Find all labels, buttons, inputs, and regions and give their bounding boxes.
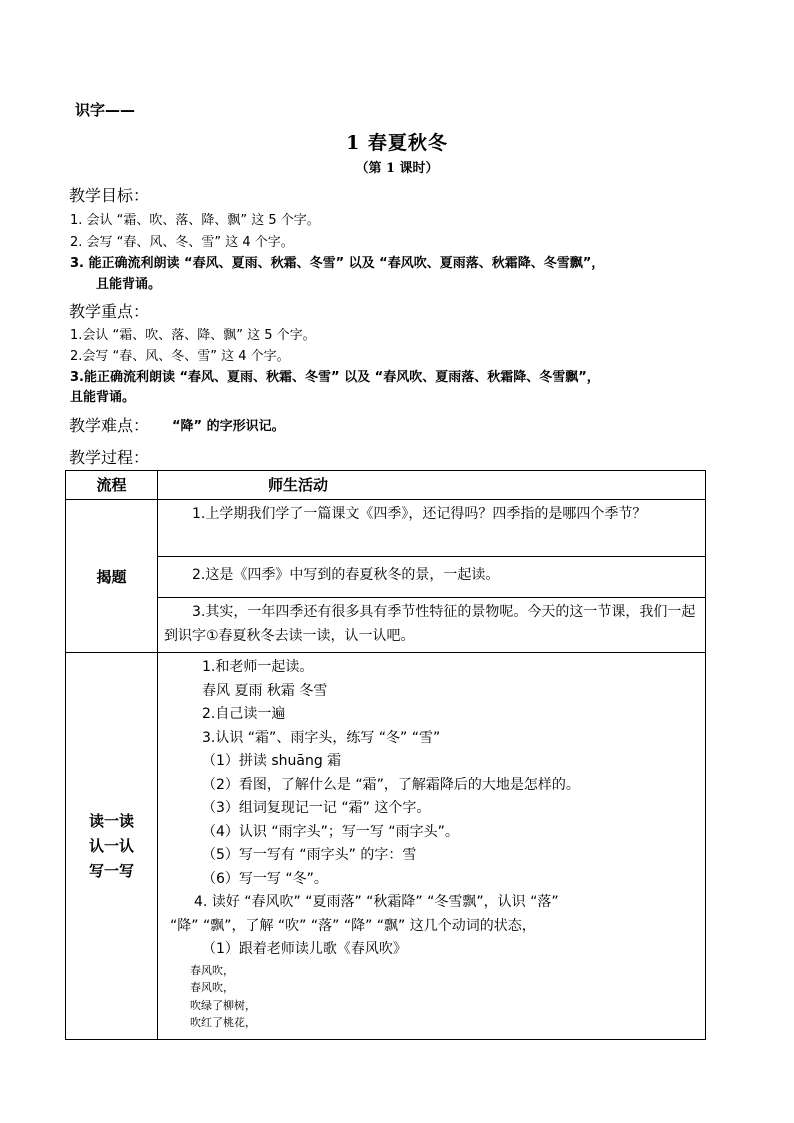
key-points-heading: 教学重点： [69, 302, 150, 321]
activity-line: 春风 夏雨 秋霜 冬雪 [202, 682, 328, 699]
activity-cell: 2.这是《四季》中写到的春夏秋冬的景，一起读。 [158, 557, 706, 598]
flow-label-line: 读一读 [88, 811, 134, 830]
activity-cell: 1.上学期我们学了一篇课文《四季》，还记得吗？四季指的是哪四个季节？ [158, 500, 706, 557]
difficulty-heading: 教学难点： [69, 416, 150, 435]
objective-item: 1. 会认 “霜、吹、落、降、飘” 这 5 个字。 [70, 213, 320, 228]
poem-line: 吹红了桃花， [190, 1016, 256, 1029]
objective-item: 且能背诵。 [96, 277, 162, 292]
poem-line: 春风吹， [190, 981, 234, 994]
activity-cell-reading [158, 653, 706, 1040]
activity-line: 2.自己读一遍 [202, 706, 286, 722]
objectives-heading: 教学目标： [69, 186, 150, 205]
activity-line: （5）写一写有 “雨字头” 的字：雪 [202, 847, 417, 863]
activity-line: 1.和老师一起读。 [202, 659, 314, 675]
objective-item: 2. 会写 “春、风、冬、雪” 这 4 个字。 [70, 235, 294, 250]
table-header-row [66, 471, 706, 500]
lesson-subtitle: （第 1 课时） [355, 161, 439, 176]
objective-item: 3. 能正确流利朗读 “春风、夏雨、秋霜、冬雪” 以及 “春风吹、夏雨落、秋霜降、冬雪飘”， [70, 256, 605, 271]
top-label: 识字—— [75, 101, 136, 119]
flow-label-line: 认一认 [88, 836, 134, 855]
activity-line: （3）组词复现记一记 “霜” 这个字。 [202, 800, 431, 816]
column-header-flow: 流程 [66, 471, 158, 500]
process-table [65, 470, 706, 1040]
activity-line: （4）认识 “雨字头”；写一写 “雨字头”。 [202, 823, 459, 840]
activity-line: “降” “飘”，了解 “吹” “落” “降” “飘” 这几个动词的状态， [170, 917, 536, 934]
flow-label-line: 写一写 [88, 861, 134, 880]
lesson-title: 1 春夏秋冬 [346, 132, 448, 154]
column-header-activity: 师生活动 [158, 471, 706, 500]
key-point-item: 1.会认 “霜、吹、落、降、飘” 这 5 个字。 [70, 328, 316, 343]
difficulty-text: “降” 的字形识记。 [172, 419, 285, 434]
activity-line: （1）跟着老师读儿歌《春风吹》 [202, 941, 407, 957]
key-point-item: 3.能正确流利朗读 “春风、夏雨、秋霜、冬雪” 以及 “春风吹、夏雨落、秋霜降、冬雪飘”， [70, 370, 600, 385]
flow-label-intro: 揭题 [66, 500, 158, 653]
table-row [66, 500, 706, 557]
activity-line: （2）看图，了解什么是 “霜”，了解霜降后的大地是怎样的。 [202, 776, 580, 793]
poem-line: 吹绿了柳树， [190, 998, 256, 1012]
table-row [66, 557, 706, 598]
activity-line: （6）写一写 “冬”。 [202, 870, 328, 887]
table-row [66, 598, 706, 653]
table-row [66, 653, 706, 1040]
activity-line: 3.认识 “霜”、雨字头，练写 “冬” “雪” [202, 729, 441, 746]
process-heading: 教学过程： [69, 448, 150, 467]
flow-label-read-recognize-write [66, 653, 158, 1040]
activity-line: （1）拼读 shuāng 霜 [202, 753, 342, 769]
activity-line: 4. 读好 “春风吹” “夏雨落” “秋霜降” “冬雪飘”，认识 “落” [194, 894, 559, 910]
activity-cell: 3.其实，一年四季还有很多具有季节性特征的景物呢。今天的这一节课，我们一起到识字①春夏秋冬去读一读，认一认吧。 [158, 598, 706, 653]
key-point-item: 且能背诵。 [70, 390, 136, 405]
poem-line: 春风吹， [190, 963, 234, 977]
key-point-item: 2.会写 “春、风、冬、雪” 这 4 个字。 [70, 349, 290, 364]
